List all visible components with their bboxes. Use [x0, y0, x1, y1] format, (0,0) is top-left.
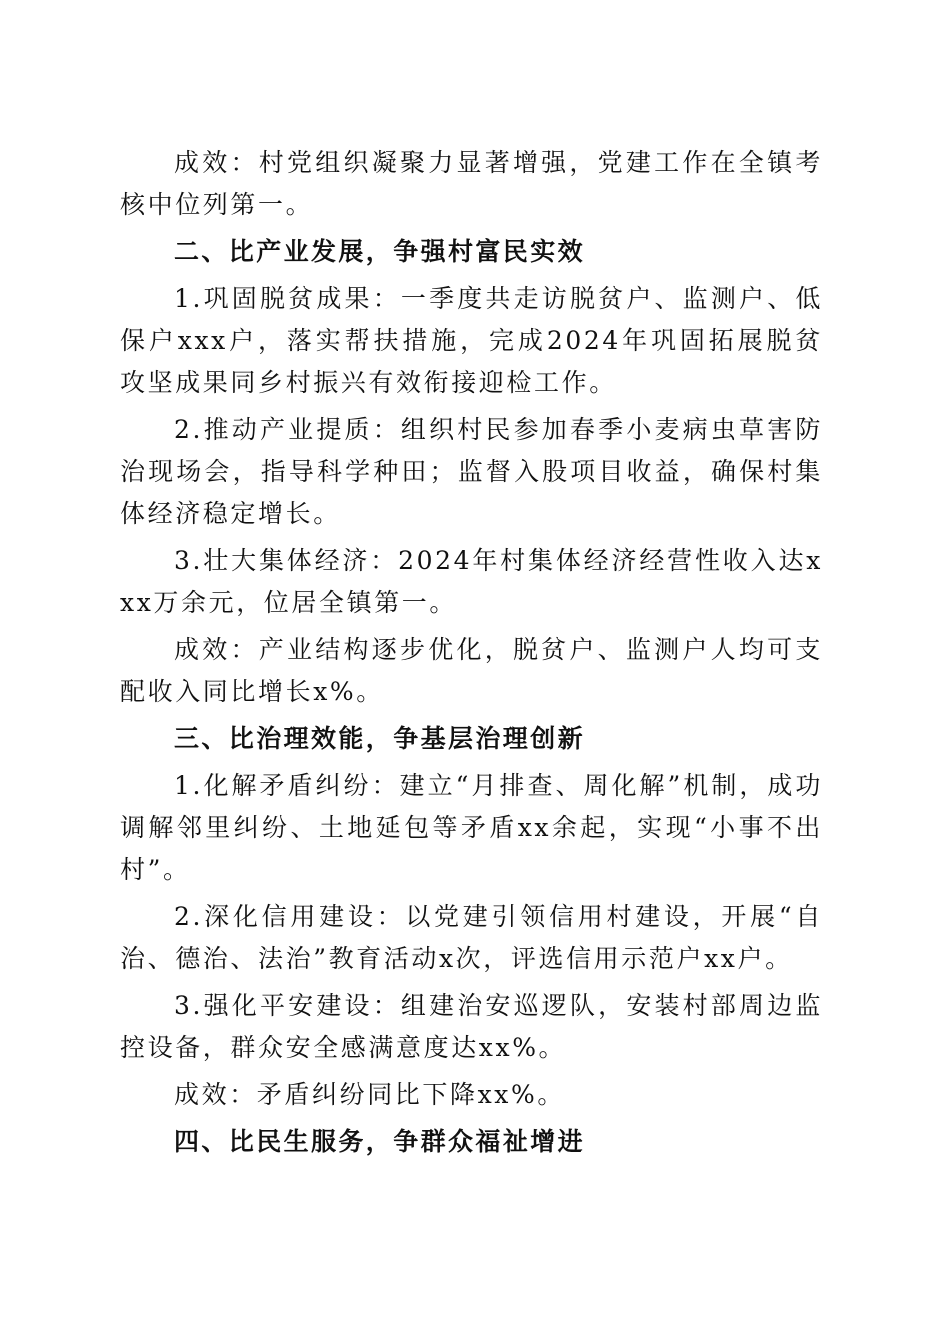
paragraph-credit-building: 2.深化信用建设：以党建引领信用村建设，开展“自治、德治、法治”教育活动x次，评选信用示范户xx户。	[120, 902, 823, 973]
section-heading-industry: 二、比产业发展，争强村富民实效	[174, 237, 586, 266]
section-heading-livelihood: 四、比民生服务，争群众福祉增进	[174, 1127, 586, 1156]
paragraph-collective-economy: 3.壮大集体经济：2024年村集体经济经营性收入达xxx万余元，位居全镇第一。	[120, 546, 823, 617]
paragraph-governance-outcome: 成效：矛盾纠纷同比下降xx%。	[174, 1080, 565, 1109]
document-body	[120, 142, 823, 1168]
paragraph-party-outcome: 成效：村党组织凝聚力显著增强，党建工作在全镇考核中位列第一。	[120, 148, 823, 219]
paragraph-poverty-results: 1.巩固脱贫成果：一季度共走访脱贫户、监测户、低保户xxx户，落实帮扶措施，完成2024年巩固拓展脱贫攻坚成果同乡村振兴有效衔接迎检工作。	[120, 284, 823, 397]
section-heading-governance: 三、比治理效能，争基层治理创新	[174, 724, 586, 753]
paragraph-industry-outcome: 成效：产业结构逐步优化，脱贫户、监测户人均可支配收入同比增长x%。	[120, 635, 823, 706]
paragraph-industry-upgrade: 2.推动产业提质：组织村民参加春季小麦病虫草害防治现场会，指导科学种田；监督入股项目收益，确保村集体经济稳定增长。	[120, 415, 823, 528]
paragraph-dispute-resolution: 1.化解矛盾纠纷：建立“月排查、周化解”机制，成功调解邻里纠纷、土地延包等矛盾xx余起，实现“小事不出村”。	[120, 771, 823, 884]
paragraph-safety-building: 3.强化平安建设：组建治安巡逻队，安装村部周边监控设备，群众安全感满意度达xx%。	[120, 991, 823, 1062]
